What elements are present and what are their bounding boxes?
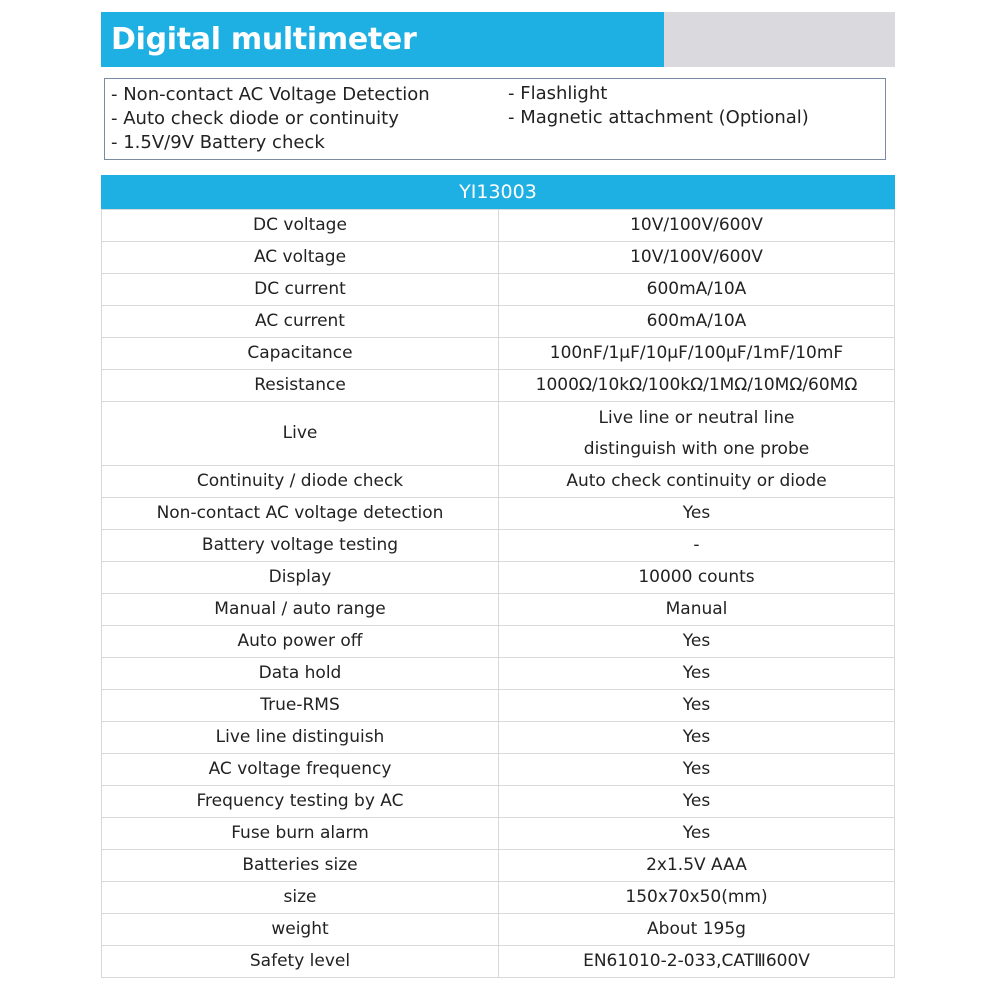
page-title: Digital multimeter <box>111 22 417 57</box>
spec-label: DC voltage <box>102 210 499 242</box>
spec-row <box>102 594 895 626</box>
spec-label: Capacitance <box>102 338 499 370</box>
spec-row <box>102 722 895 754</box>
spec-value: Auto check continuity or diode <box>499 466 895 498</box>
spec-value: 150x70x50(mm) <box>499 882 895 914</box>
spec-label: Auto power off <box>102 626 499 658</box>
spec-label: Display <box>102 562 499 594</box>
spec-value: Manual <box>499 594 895 626</box>
spec-value: 2x1.5V AAA <box>499 850 895 882</box>
spec-value: Yes <box>499 498 895 530</box>
spec-label: DC current <box>102 274 499 306</box>
spec-row <box>102 242 895 274</box>
spec-value: 1000Ω/10kΩ/100kΩ/1MΩ/10MΩ/60MΩ <box>499 370 895 402</box>
spec-table <box>101 209 895 978</box>
spec-row <box>102 466 895 498</box>
spec-row <box>102 658 895 690</box>
spec-row <box>102 562 895 594</box>
spec-row <box>102 306 895 338</box>
spec-label: Data hold <box>102 658 499 690</box>
spec-row <box>102 946 895 978</box>
spec-value: Yes <box>499 754 895 786</box>
spec-value: 600mA/10A <box>499 306 895 338</box>
spec-row <box>102 626 895 658</box>
spec-value: - <box>499 530 895 562</box>
title-bar <box>101 12 895 67</box>
spec-value: 10V/100V/600V <box>499 210 895 242</box>
feature-item: - Auto check diode or continuity <box>111 108 399 129</box>
spec-row <box>102 850 895 882</box>
spec-row <box>102 882 895 914</box>
spec-label: Non-contact AC voltage detection <box>102 498 499 530</box>
model-header: YI13003 <box>101 175 895 209</box>
features-box <box>104 78 886 160</box>
spec-value: Yes <box>499 786 895 818</box>
spec-value: 10V/100V/600V <box>499 242 895 274</box>
spec-row <box>102 530 895 562</box>
feature-item: - Magnetic attachment (Optional) <box>508 107 809 128</box>
spec-value-line: distinguish with one probe <box>583 438 810 459</box>
spec-label: Frequency testing by AC <box>102 786 499 818</box>
spec-row <box>102 754 895 786</box>
spec-value: Yes <box>499 818 895 850</box>
spec-row <box>102 210 895 242</box>
spec-label: Manual / auto range <box>102 594 499 626</box>
spec-row <box>102 786 895 818</box>
spec-label: Battery voltage testing <box>102 530 499 562</box>
spec-value: About 195g <box>499 914 895 946</box>
feature-item: - Non-contact AC Voltage Detection <box>111 84 430 105</box>
spec-value: EN61010-2-033,CATⅢ600V <box>499 946 895 978</box>
spec-row <box>102 338 895 370</box>
spec-value: Yes <box>499 658 895 690</box>
spec-value <box>499 402 895 466</box>
spec-label: AC current <box>102 306 499 338</box>
spec-label: Safety level <box>102 946 499 978</box>
spec-value: Yes <box>499 722 895 754</box>
title-banner <box>101 12 664 67</box>
spec-row <box>102 690 895 722</box>
spec-row <box>102 274 895 306</box>
spec-label: size <box>102 882 499 914</box>
spec-value: 10000 counts <box>499 562 895 594</box>
spec-label: Fuse burn alarm <box>102 818 499 850</box>
spec-value: 600mA/10A <box>499 274 895 306</box>
spec-label: Live line distinguish <box>102 722 499 754</box>
title-banner-grey <box>664 12 895 67</box>
spec-row <box>102 818 895 850</box>
spec-label: True-RMS <box>102 690 499 722</box>
feature-item: - Flashlight <box>508 83 608 104</box>
spec-label: weight <box>102 914 499 946</box>
spec-label: Batteries size <box>102 850 499 882</box>
spec-value-line: Live line or neutral line <box>598 407 795 428</box>
spec-value: Yes <box>499 690 895 722</box>
spec-label: AC voltage <box>102 242 499 274</box>
spec-label: Continuity / diode check <box>102 466 499 498</box>
spec-label: Resistance <box>102 370 499 402</box>
spec-label: Live <box>102 402 499 466</box>
feature-item: - 1.5V/9V Battery check <box>111 132 325 153</box>
spec-value: Yes <box>499 626 895 658</box>
spec-row <box>102 914 895 946</box>
spec-label: AC voltage frequency <box>102 754 499 786</box>
spec-row <box>102 498 895 530</box>
spec-value: 100nF/1μF/10μF/100μF/1mF/10mF <box>499 338 895 370</box>
spec-row <box>102 370 895 402</box>
spec-row <box>102 402 895 466</box>
